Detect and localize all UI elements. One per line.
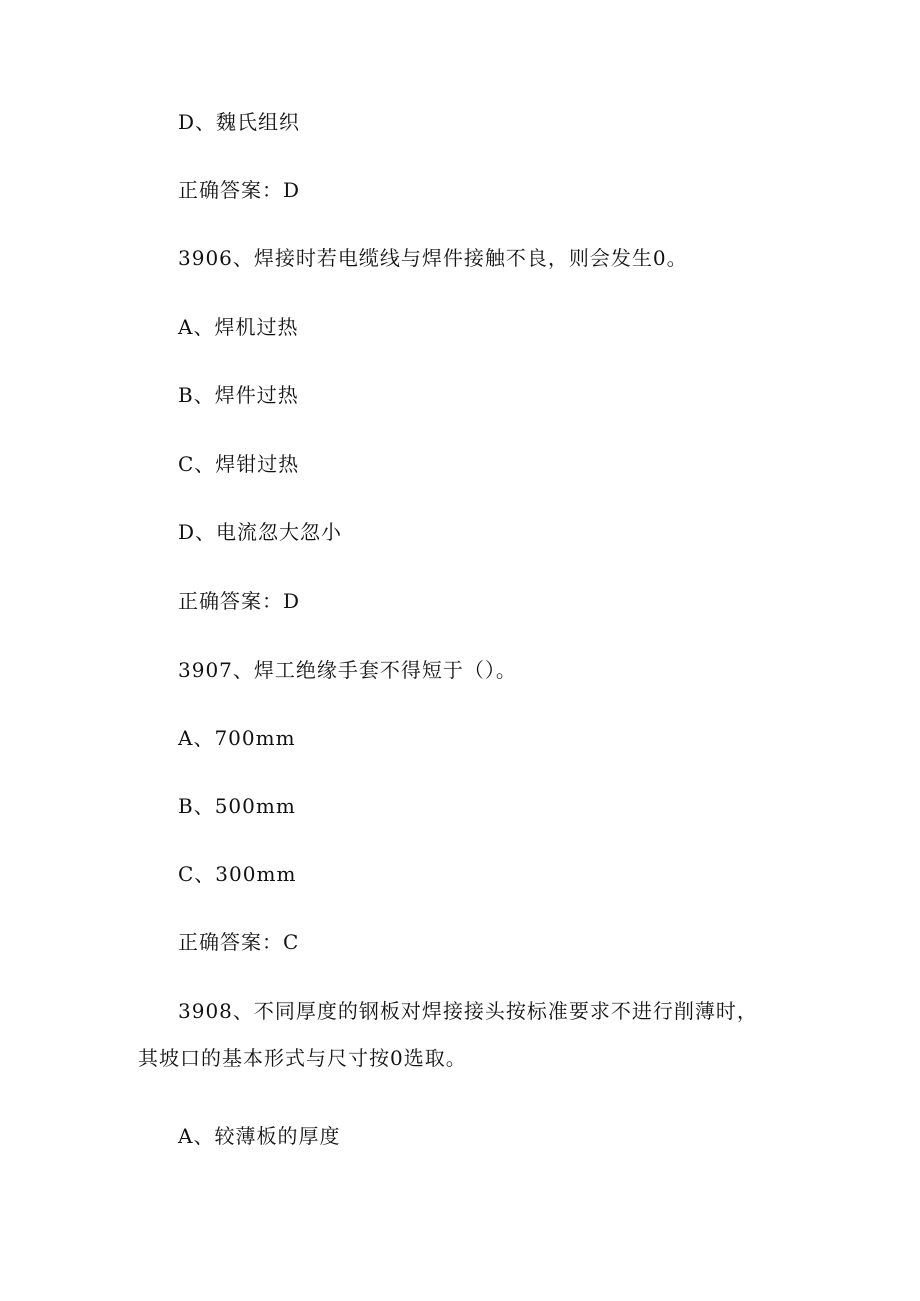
option-a-3908: A、较薄板的厚度 xyxy=(178,1124,341,1148)
question-3908-line1: 3908、不同厚度的钢板对焊接接头按标准要求不进行削薄时， xyxy=(178,999,758,1023)
answer-3907: 正确答案：C xyxy=(178,930,300,954)
question-3907: 3907、焊工绝缘手套不得短于（）。 xyxy=(178,658,517,682)
option-c-3906: C、焊钳过热 xyxy=(178,452,300,476)
option-c-3907: C、300mm xyxy=(178,862,297,886)
option-b-3906: B、焊件过热 xyxy=(178,383,299,407)
option-a-3906: A、焊机过热 xyxy=(178,315,299,339)
answer-3905: 正确答案：D xyxy=(178,178,301,202)
option-d-3906: D、电流忽大忽小 xyxy=(178,520,343,544)
question-3906: 3906、焊接时若电缆线与焊件接触不良，则会发生0。 xyxy=(178,246,688,270)
option-b-3907: B、500mm xyxy=(178,794,296,818)
option-d-3905: D、魏氏组织 xyxy=(178,110,301,134)
answer-3906: 正确答案：D xyxy=(178,589,301,613)
question-3908-line2: 其坡口的基本形式与尺寸按0选取。 xyxy=(138,1046,467,1070)
option-a-3907: A、700mm xyxy=(178,726,296,750)
